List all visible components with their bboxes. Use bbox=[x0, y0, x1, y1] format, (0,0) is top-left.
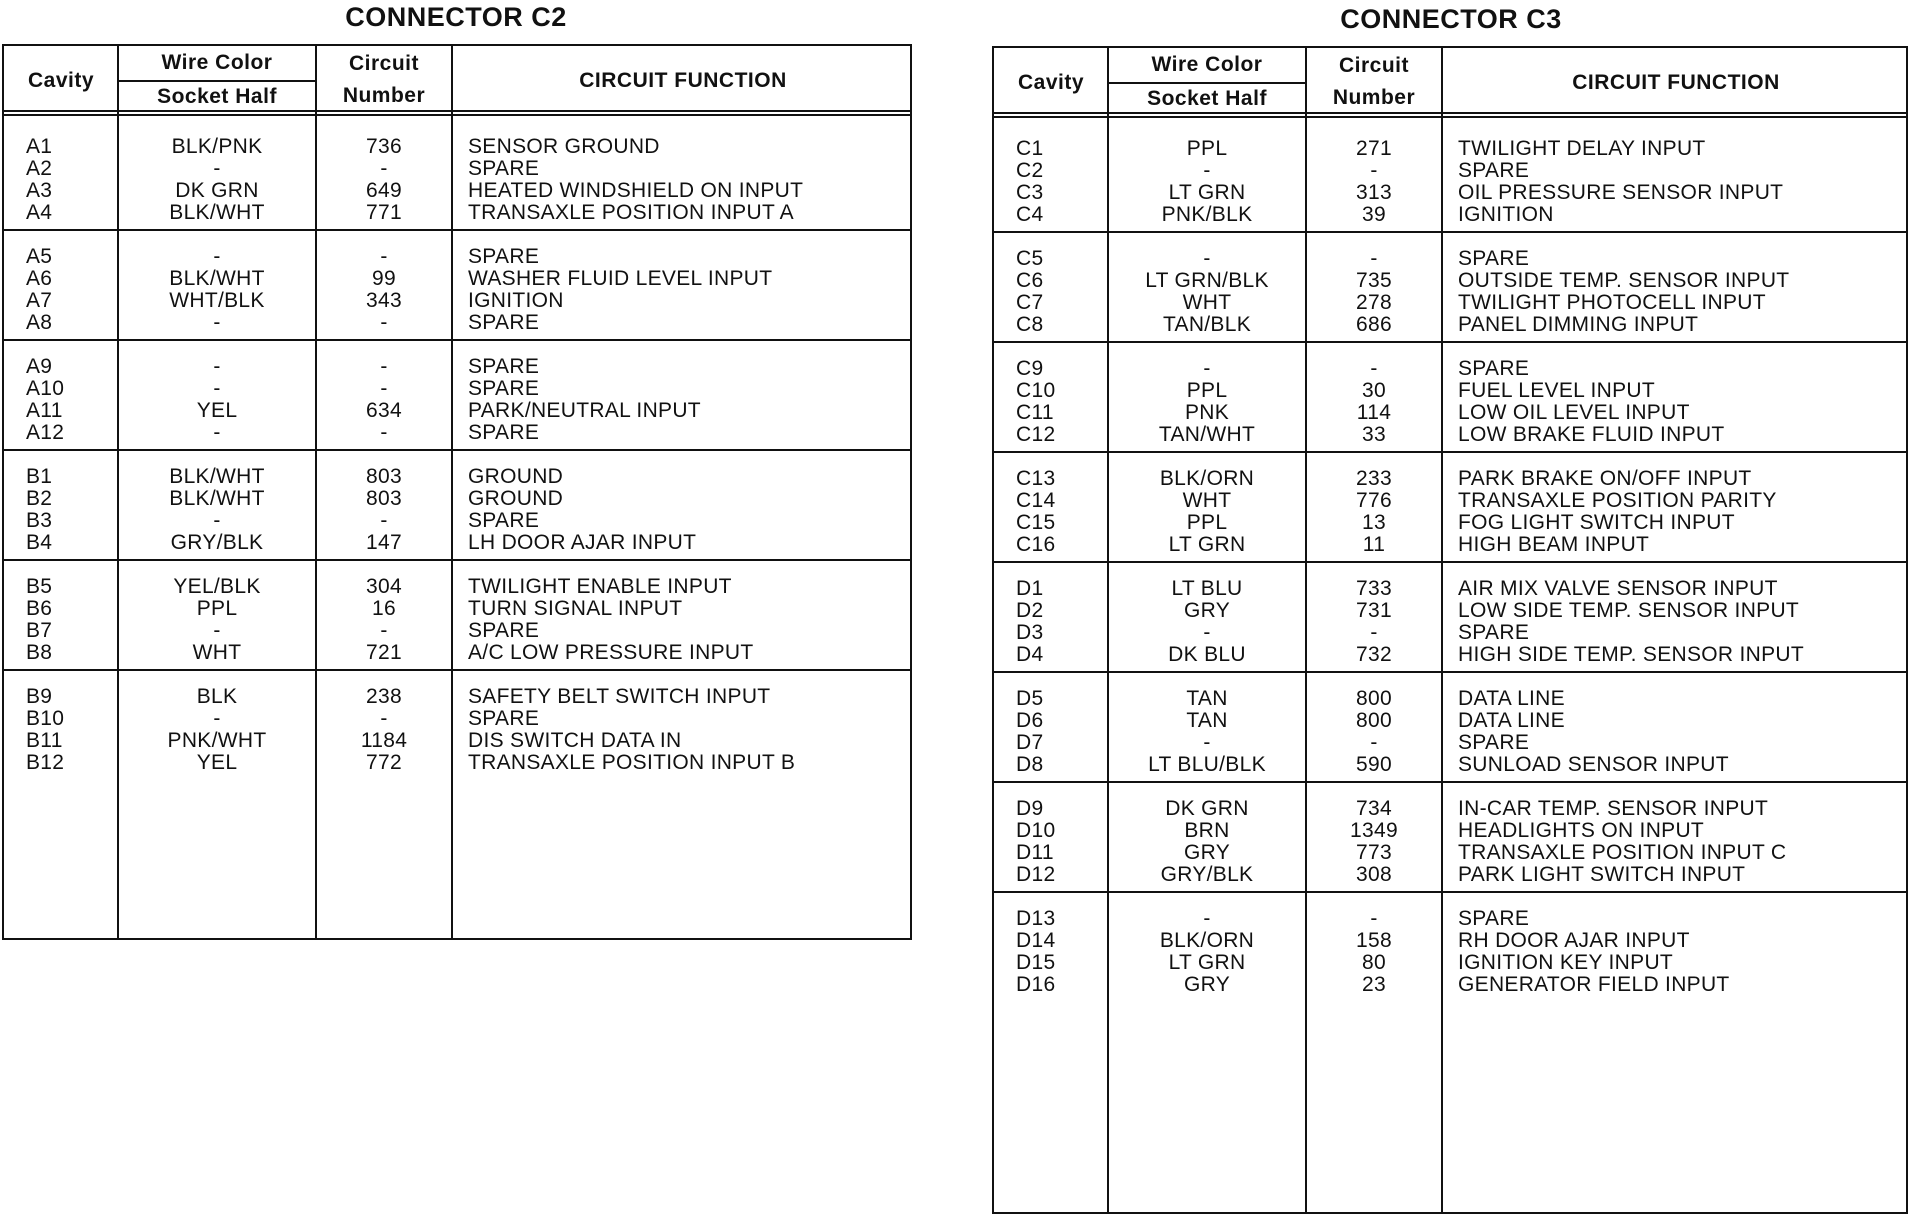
circuit-number-cell: - bbox=[1370, 159, 1378, 182]
circuit-function-cell: RH DOOR AJAR INPUT bbox=[1458, 929, 1690, 952]
header-circuit: Circuit bbox=[348, 52, 419, 75]
wire-color-cell: PPL bbox=[1186, 137, 1228, 160]
circuit-function-cell: TRANSAXLE POSITION INPUT C bbox=[1458, 841, 1787, 864]
row-group bbox=[4, 231, 910, 341]
circuit-function-cell: TWILIGHT PHOTOCELL INPUT bbox=[1458, 291, 1766, 314]
cavity-cell: C14 bbox=[1016, 489, 1056, 512]
cavity-cell: C5 bbox=[1016, 247, 1044, 270]
wire-color-cell: PPL bbox=[196, 597, 238, 620]
wire-color-cell: - bbox=[213, 619, 221, 642]
circuit-number-cell: 800 bbox=[1356, 687, 1392, 710]
row-group bbox=[994, 453, 1906, 563]
cavity-cell: B5 bbox=[26, 575, 53, 598]
wire-color-cell: BLK bbox=[196, 685, 238, 708]
circuit-number-cell: 732 bbox=[1356, 643, 1392, 666]
table-row bbox=[4, 419, 910, 446]
circuit-function-cell: WASHER FLUID LEVEL INPUT bbox=[468, 267, 773, 290]
wire-color-cell: - bbox=[213, 509, 221, 532]
cavity-cell: D10 bbox=[1016, 819, 1056, 842]
cavity-cell: C2 bbox=[1016, 159, 1044, 182]
table-row bbox=[994, 531, 1906, 558]
circuit-function-cell: TRANSAXLE POSITION INPUT B bbox=[468, 751, 796, 774]
circuit-number-cell: 39 bbox=[1362, 203, 1386, 226]
circuit-number-cell: 733 bbox=[1356, 577, 1392, 600]
circuit-number-cell: 147 bbox=[366, 531, 402, 554]
cavity-cell: B12 bbox=[26, 751, 65, 774]
circuit-function-cell: SPARE bbox=[468, 421, 540, 444]
circuit-number-cell: 686 bbox=[1356, 313, 1392, 336]
wire-color-cell: WHT bbox=[1182, 489, 1232, 512]
circuit-function-cell: HIGH BEAM INPUT bbox=[1458, 533, 1650, 556]
circuit-number-cell: 80 bbox=[1362, 951, 1386, 974]
wire-color-cell: BRN bbox=[1184, 819, 1230, 842]
circuit-function-cell: SPARE bbox=[468, 157, 540, 180]
circuit-number-cell: 304 bbox=[366, 575, 402, 598]
circuit-function-cell: TWILIGHT ENABLE INPUT bbox=[468, 575, 732, 598]
cavity-cell: A3 bbox=[26, 179, 53, 202]
wire-color-cell: LT GRN bbox=[1168, 533, 1246, 556]
table-row bbox=[994, 201, 1906, 228]
cavity-cell: D3 bbox=[1016, 621, 1044, 644]
circuit-number-cell: 271 bbox=[1356, 137, 1392, 160]
row-group bbox=[994, 343, 1906, 453]
circuit-number-cell: - bbox=[380, 377, 388, 400]
connector-c2-title: CONNECTOR C2 bbox=[345, 2, 567, 32]
header-cavity: Cavity bbox=[27, 69, 95, 92]
wire-color-cell: - bbox=[213, 355, 221, 378]
circuit-number-cell: - bbox=[380, 707, 388, 730]
circuit-number-cell: 773 bbox=[1356, 841, 1392, 864]
wire-color-cell: - bbox=[1203, 247, 1211, 270]
circuit-number-cell: 23 bbox=[1362, 973, 1386, 996]
wire-color-cell: - bbox=[213, 311, 221, 334]
circuit-number-cell: - bbox=[380, 619, 388, 642]
wire-color-cell: BLK/PNK bbox=[171, 135, 263, 158]
circuit-number-cell: 731 bbox=[1356, 599, 1392, 622]
circuit-function-cell: LH DOOR AJAR INPUT bbox=[468, 531, 697, 554]
circuit-function-cell: GENERATOR FIELD INPUT bbox=[1458, 973, 1730, 996]
wire-color-cell: - bbox=[1203, 907, 1211, 930]
table-row bbox=[4, 639, 910, 666]
row-group bbox=[994, 563, 1906, 673]
circuit-function-cell: SPARE bbox=[468, 311, 540, 334]
cavity-cell: C6 bbox=[1016, 269, 1044, 292]
row-group bbox=[4, 121, 910, 231]
cavity-cell: D15 bbox=[1016, 951, 1056, 974]
circuit-number-cell: 11 bbox=[1362, 533, 1386, 556]
circuit-function-cell: LOW OIL LEVEL INPUT bbox=[1458, 401, 1690, 424]
circuit-number-cell: 13 bbox=[1362, 511, 1386, 534]
table-row bbox=[994, 421, 1906, 448]
wire-color-cell: LT BLU bbox=[1171, 577, 1243, 600]
table-row bbox=[4, 749, 910, 776]
cavity-cell: B2 bbox=[26, 487, 53, 510]
cavity-cell: A4 bbox=[26, 201, 53, 224]
cavity-cell: B11 bbox=[26, 729, 63, 752]
circuit-number-cell: 735 bbox=[1356, 269, 1392, 292]
circuit-number-cell: 233 bbox=[1356, 467, 1392, 490]
wire-color-cell: TAN bbox=[1186, 687, 1228, 710]
circuit-function-cell: OIL PRESSURE SENSOR INPUT bbox=[1458, 181, 1784, 204]
row-group bbox=[4, 561, 910, 671]
circuit-number-cell: - bbox=[1370, 247, 1378, 270]
circuit-function-cell: IGNITION bbox=[468, 289, 564, 312]
cavity-cell: D5 bbox=[1016, 687, 1044, 710]
circuit-number-cell: 1184 bbox=[360, 729, 408, 752]
wire-color-cell: DK GRN bbox=[175, 179, 259, 202]
circuit-number-cell: 343 bbox=[366, 289, 402, 312]
cavity-cell: D9 bbox=[1016, 797, 1044, 820]
circuit-function-cell: SPARE bbox=[468, 619, 540, 642]
wire-color-cell: BLK/WHT bbox=[169, 487, 265, 510]
cavity-cell: A11 bbox=[26, 399, 63, 422]
table-row bbox=[994, 751, 1906, 778]
circuit-function-cell: TURN SIGNAL INPUT bbox=[468, 597, 683, 620]
wire-color-cell: YEL/BLK bbox=[173, 575, 261, 598]
cavity-cell: C13 bbox=[1016, 467, 1056, 490]
circuit-number-cell: 771 bbox=[366, 201, 402, 224]
circuit-function-cell: IN-CAR TEMP. SENSOR INPUT bbox=[1458, 797, 1769, 820]
wire-color-cell: PNK bbox=[1184, 401, 1230, 424]
wire-color-cell: DK BLU bbox=[1168, 643, 1246, 666]
table-row bbox=[4, 199, 910, 226]
cavity-cell: D7 bbox=[1016, 731, 1044, 754]
table-row bbox=[994, 861, 1906, 888]
circuit-function-cell: PARK/NEUTRAL INPUT bbox=[468, 399, 701, 422]
wire-color-cell: GRY bbox=[1183, 599, 1231, 622]
header-socket-half: Socket Half bbox=[157, 85, 277, 108]
cavity-cell: B9 bbox=[26, 685, 53, 708]
circuit-number-cell: 158 bbox=[1356, 929, 1392, 952]
wire-color-cell: LT GRN bbox=[1168, 951, 1246, 974]
circuit-function-cell: SPARE bbox=[1458, 247, 1530, 270]
table-row bbox=[4, 309, 910, 336]
cavity-cell: A5 bbox=[26, 245, 53, 268]
cavity-cell: A8 bbox=[26, 311, 53, 334]
circuit-number-cell: - bbox=[380, 245, 388, 268]
wire-color-cell: YEL bbox=[196, 751, 238, 774]
circuit-number-cell: 238 bbox=[366, 685, 402, 708]
circuit-number-cell: 16 bbox=[372, 597, 396, 620]
table-header bbox=[4, 46, 910, 116]
wire-color-cell: LT GRN bbox=[1168, 181, 1246, 204]
table-row bbox=[994, 311, 1906, 338]
wire-color-cell: - bbox=[213, 421, 221, 444]
header-cavity: Cavity bbox=[1017, 71, 1085, 94]
wire-color-cell: BLK/WHT bbox=[169, 267, 265, 290]
wire-color-cell: PPL bbox=[1186, 511, 1228, 534]
circuit-function-cell: DATA LINE bbox=[1458, 687, 1565, 710]
table-row bbox=[994, 641, 1906, 668]
circuit-number-cell: - bbox=[1370, 731, 1378, 754]
row-group bbox=[994, 233, 1906, 343]
circuit-number-cell: 99 bbox=[372, 267, 396, 290]
circuit-function-cell: SPARE bbox=[1458, 159, 1530, 182]
circuit-number-cell: - bbox=[380, 355, 388, 378]
cavity-cell: C3 bbox=[1016, 181, 1044, 204]
circuit-number-cell: 308 bbox=[1356, 863, 1392, 886]
circuit-function-cell: FOG LIGHT SWITCH INPUT bbox=[1458, 511, 1735, 534]
circuit-function-cell: SPARE bbox=[468, 355, 540, 378]
wire-color-cell: PNK/BLK bbox=[1161, 203, 1253, 226]
circuit-function-cell: SAFETY BELT SWITCH INPUT bbox=[468, 685, 771, 708]
circuit-function-cell: HEATED WINDSHIELD ON INPUT bbox=[468, 179, 804, 202]
wire-color-cell: BLK/WHT bbox=[169, 201, 265, 224]
circuit-number-cell: 634 bbox=[366, 399, 402, 422]
header-number: Number bbox=[342, 84, 426, 107]
row-group bbox=[4, 671, 910, 781]
circuit-function-cell: GROUND bbox=[468, 487, 564, 510]
circuit-number-cell: 803 bbox=[366, 487, 402, 510]
wire-color-cell: BLK/WHT bbox=[169, 465, 265, 488]
connector-c3-table bbox=[992, 46, 1908, 1214]
circuit-function-cell: SPARE bbox=[468, 245, 540, 268]
circuit-function-cell: GROUND bbox=[468, 465, 564, 488]
circuit-function-cell: PANEL DIMMING INPUT bbox=[1458, 313, 1699, 336]
circuit-function-cell: DATA LINE bbox=[1458, 709, 1565, 732]
circuit-function-cell: SPARE bbox=[1458, 731, 1530, 754]
cavity-cell: B7 bbox=[26, 619, 53, 642]
cavity-cell: B6 bbox=[26, 597, 53, 620]
cavity-cell: B10 bbox=[26, 707, 65, 730]
wire-color-cell: YEL bbox=[196, 399, 238, 422]
cavity-cell: C10 bbox=[1016, 379, 1056, 402]
cavity-cell: D4 bbox=[1016, 643, 1044, 666]
header-divider bbox=[118, 80, 316, 82]
circuit-function-cell: OUTSIDE TEMP. SENSOR INPUT bbox=[1458, 269, 1790, 292]
circuit-number-cell: 278 bbox=[1356, 291, 1392, 314]
wire-color-cell: GRY bbox=[1183, 973, 1231, 996]
wire-color-cell: GRY/BLK bbox=[170, 531, 264, 554]
circuit-function-cell: AIR MIX VALVE SENSOR INPUT bbox=[1458, 577, 1778, 600]
header-circuit: Circuit bbox=[1338, 54, 1409, 77]
circuit-number-cell: 114 bbox=[1356, 401, 1392, 424]
circuit-number-cell: 30 bbox=[1362, 379, 1386, 402]
wire-color-cell: TAN/BLK bbox=[1162, 313, 1252, 336]
wire-color-cell: - bbox=[213, 377, 221, 400]
cavity-cell: B8 bbox=[26, 641, 53, 664]
circuit-function-cell: TWILIGHT DELAY INPUT bbox=[1458, 137, 1706, 160]
row-group bbox=[994, 123, 1906, 233]
cavity-cell: C12 bbox=[1016, 423, 1056, 446]
circuit-number-cell: 1349 bbox=[1350, 819, 1398, 842]
cavity-cell: C11 bbox=[1016, 401, 1054, 424]
wire-color-cell: GRY bbox=[1183, 841, 1231, 864]
circuit-number-cell: 772 bbox=[366, 751, 402, 774]
wire-color-cell: - bbox=[1203, 621, 1211, 644]
header-socket-half: Socket Half bbox=[1147, 87, 1267, 110]
row-group bbox=[994, 783, 1906, 893]
circuit-number-cell: 736 bbox=[366, 135, 402, 158]
cavity-cell: D8 bbox=[1016, 753, 1044, 776]
wire-color-cell: DK GRN bbox=[1165, 797, 1249, 820]
circuit-number-cell: 800 bbox=[1356, 709, 1392, 732]
header-wire-color: Wire Color bbox=[1151, 53, 1263, 76]
circuit-number-cell: 734 bbox=[1356, 797, 1392, 820]
cavity-cell: C4 bbox=[1016, 203, 1044, 226]
cavity-cell: C9 bbox=[1016, 357, 1044, 380]
circuit-function-cell: SPARE bbox=[468, 509, 540, 532]
cavity-cell: D16 bbox=[1016, 973, 1056, 996]
circuit-number-cell: 776 bbox=[1356, 489, 1392, 512]
wire-color-cell: WHT bbox=[1182, 291, 1232, 314]
row-group bbox=[994, 673, 1906, 783]
circuit-number-cell: - bbox=[1370, 621, 1378, 644]
circuit-number-cell: - bbox=[1370, 907, 1378, 930]
circuit-number-cell: 803 bbox=[366, 465, 402, 488]
cavity-cell: C8 bbox=[1016, 313, 1044, 336]
cavity-cell: D2 bbox=[1016, 599, 1044, 622]
wire-color-cell: LT GRN/BLK bbox=[1145, 269, 1269, 292]
wire-color-cell: TAN/WHT bbox=[1158, 423, 1256, 446]
wire-color-cell: - bbox=[1203, 357, 1211, 380]
circuit-number-cell: 721 bbox=[366, 641, 402, 664]
cavity-cell: A1 bbox=[26, 135, 53, 158]
circuit-number-cell: 649 bbox=[366, 179, 402, 202]
cavity-cell: C1 bbox=[1016, 137, 1044, 160]
wire-color-cell: LT BLU/BLK bbox=[1148, 753, 1266, 776]
circuit-function-cell: LOW BRAKE FLUID INPUT bbox=[1458, 423, 1725, 446]
cavity-cell: D12 bbox=[1016, 863, 1056, 886]
cavity-cell: C7 bbox=[1016, 291, 1044, 314]
header-wire-color: Wire Color bbox=[161, 51, 273, 74]
circuit-function-cell: TRANSAXLE POSITION INPUT A bbox=[468, 201, 794, 224]
wire-color-cell: - bbox=[1203, 731, 1211, 754]
row-group bbox=[994, 893, 1906, 1003]
row-group bbox=[4, 341, 910, 451]
connector-c3-title: CONNECTOR C3 bbox=[1340, 4, 1562, 34]
circuit-function-cell: SPARE bbox=[468, 707, 540, 730]
wire-color-cell: GRY/BLK bbox=[1160, 863, 1254, 886]
wire-color-cell: - bbox=[213, 157, 221, 180]
circuit-function-cell: PARK LIGHT SWITCH INPUT bbox=[1458, 863, 1746, 886]
circuit-function-cell: HIGH SIDE TEMP. SENSOR INPUT bbox=[1458, 643, 1805, 666]
circuit-number-cell: - bbox=[380, 421, 388, 444]
circuit-function-cell: SUNLOAD SENSOR INPUT bbox=[1458, 753, 1729, 776]
circuit-function-cell: TRANSAXLE POSITION PARITY bbox=[1458, 489, 1777, 512]
wire-color-cell: PNK/WHT bbox=[167, 729, 267, 752]
circuit-number-cell: 33 bbox=[1362, 423, 1386, 446]
cavity-cell: A6 bbox=[26, 267, 53, 290]
row-groups bbox=[994, 123, 1906, 1212]
cavity-cell: D6 bbox=[1016, 709, 1044, 732]
cavity-cell: A9 bbox=[26, 355, 53, 378]
cavity-cell: A7 bbox=[26, 289, 53, 312]
circuit-number-cell: - bbox=[380, 311, 388, 334]
cavity-cell: D1 bbox=[1016, 577, 1044, 600]
wire-color-cell: BLK/ORN bbox=[1159, 929, 1255, 952]
header-number: Number bbox=[1332, 86, 1416, 109]
circuit-function-cell: A/C LOW PRESSURE INPUT bbox=[468, 641, 754, 664]
circuit-function-cell: PARK BRAKE ON/OFF INPUT bbox=[1458, 467, 1752, 490]
circuit-function-cell: SPARE bbox=[1458, 621, 1530, 644]
table-row bbox=[4, 529, 910, 556]
circuit-function-cell: SPARE bbox=[1458, 907, 1530, 930]
circuit-function-cell: SENSOR GROUND bbox=[468, 135, 660, 158]
connector-c2-table bbox=[2, 44, 912, 940]
header-circuit-function: CIRCUIT FUNCTION bbox=[579, 69, 787, 92]
circuit-function-cell: HEADLIGHTS ON INPUT bbox=[1458, 819, 1705, 842]
wire-color-cell: PPL bbox=[1186, 379, 1228, 402]
wire-color-cell: - bbox=[213, 245, 221, 268]
header-divider bbox=[1108, 82, 1306, 84]
table-header bbox=[994, 48, 1906, 118]
circuit-function-cell: FUEL LEVEL INPUT bbox=[1458, 379, 1655, 402]
wire-color-cell: - bbox=[1203, 159, 1211, 182]
wire-color-cell: WHT bbox=[192, 641, 242, 664]
cavity-cell: A12 bbox=[26, 421, 65, 444]
cavity-cell: A10 bbox=[26, 377, 65, 400]
cavity-cell: B3 bbox=[26, 509, 53, 532]
circuit-number-cell: - bbox=[380, 157, 388, 180]
cavity-cell: A2 bbox=[26, 157, 53, 180]
row-group bbox=[4, 451, 910, 561]
cavity-cell: D13 bbox=[1016, 907, 1056, 930]
cavity-cell: D11 bbox=[1016, 841, 1054, 864]
wire-color-cell: BLK/ORN bbox=[1159, 467, 1255, 490]
circuit-function-cell: LOW SIDE TEMP. SENSOR INPUT bbox=[1458, 599, 1800, 622]
wire-color-cell: WHT/BLK bbox=[169, 289, 265, 312]
cavity-cell: C15 bbox=[1016, 511, 1056, 534]
circuit-function-cell: IGNITION KEY INPUT bbox=[1458, 951, 1674, 974]
wire-color-cell: TAN bbox=[1186, 709, 1228, 732]
circuit-function-cell: SPARE bbox=[1458, 357, 1530, 380]
header-circuit-function: CIRCUIT FUNCTION bbox=[1572, 71, 1780, 94]
row-groups bbox=[4, 121, 910, 938]
circuit-function-cell: DIS SWITCH DATA IN bbox=[468, 729, 682, 752]
circuit-function-cell: IGNITION bbox=[1458, 203, 1554, 226]
cavity-cell: B4 bbox=[26, 531, 53, 554]
wire-color-cell: - bbox=[213, 707, 221, 730]
circuit-function-cell: SPARE bbox=[468, 377, 540, 400]
circuit-number-cell: - bbox=[1370, 357, 1378, 380]
cavity-cell: B1 bbox=[26, 465, 53, 488]
cavity-cell: D14 bbox=[1016, 929, 1056, 952]
table-row bbox=[994, 971, 1906, 998]
circuit-number-cell: 590 bbox=[1356, 753, 1392, 776]
cavity-cell: C16 bbox=[1016, 533, 1056, 556]
circuit-number-cell: - bbox=[380, 509, 388, 532]
circuit-number-cell: 313 bbox=[1356, 181, 1392, 204]
